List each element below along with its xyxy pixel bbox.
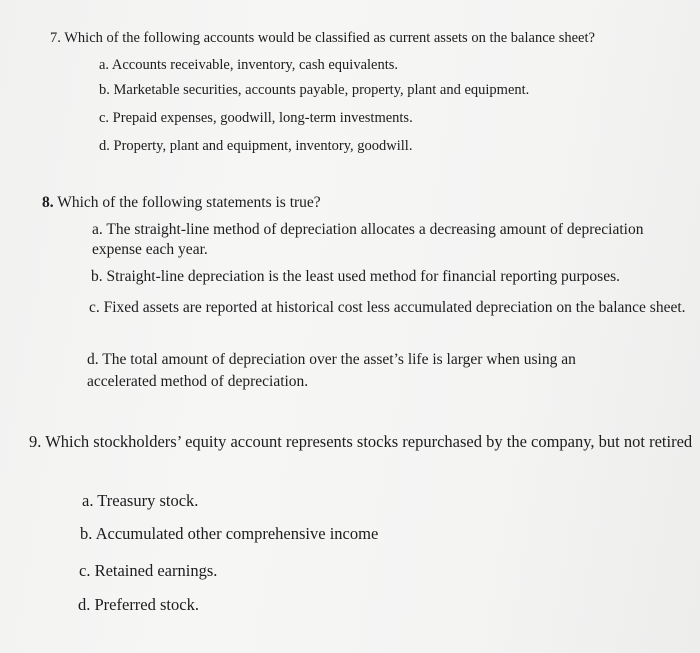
question-8-option-d: d. The total amount of depreciation over the asset’s life is larger when using an accelerated method of depreciation. (87, 351, 576, 390)
question-7-option-c: c. Prepaid expenses, goodwill, long-term investments. (99, 110, 413, 126)
question-8-option-c: c. Fixed assets are reported at historical cost less accumulated depreciation on the balance sheet. (89, 299, 686, 316)
question-7-option-a: a. Accounts receivable, inventory, cash equivalents. (99, 57, 399, 73)
question-8-option-a: a. The straight-line method of depreciation allocates a decreasing amount of depreciation expense each year. (92, 221, 644, 258)
question-7-option-d: d. Property, plant and equipment, inventory, goodwill. (99, 138, 413, 154)
question-8-stem (42, 194, 321, 212)
question-8-number: 8. (42, 194, 54, 211)
question-9-stem: 9. Which stockholders’ equity account represents stocks repurchased by the company, but not retired (29, 432, 693, 451)
question-9-option-b: b. Accumulated other comprehensive income (80, 524, 379, 543)
question-8-text: Which of the following statements is true? (57, 194, 321, 211)
question-7-option-b: b. Marketable securities, accounts payable, property, plant and equipment. (99, 82, 530, 98)
question-9-option-c: c. Retained earnings. (79, 561, 218, 580)
question-8-option-b: b. Straight-line depreciation is the least used method for financial reporting purposes. (91, 268, 621, 285)
question-7-stem: 7. Which of the following accounts would be classified as current assets on the balance sheet? (50, 30, 595, 46)
question-9-option-d: d. Preferred stock. (78, 595, 199, 614)
question-9-option-a: a. Treasury stock. (82, 491, 199, 510)
